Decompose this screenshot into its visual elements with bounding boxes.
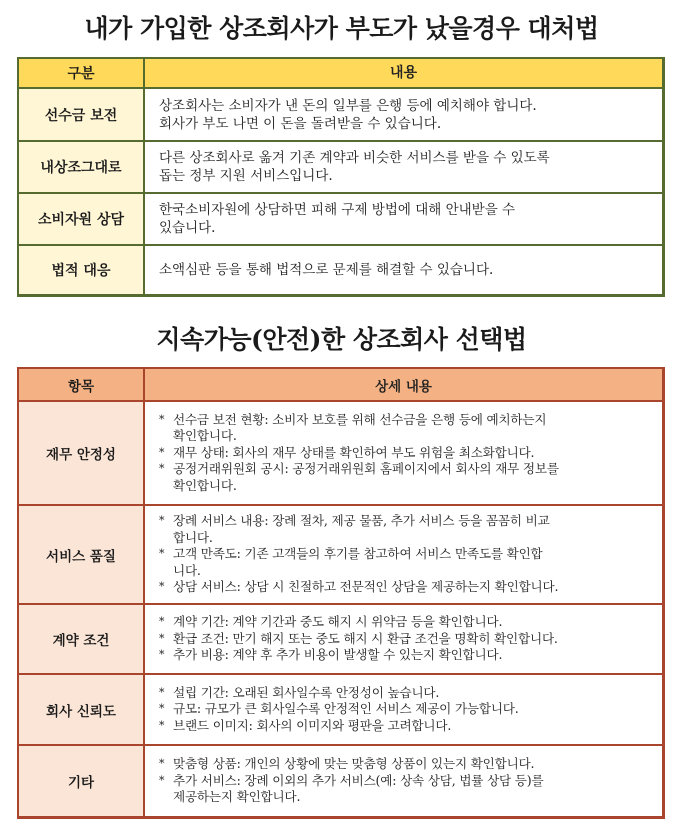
table-row (19, 402, 662, 504)
bullet-icon: * (159, 547, 165, 561)
bullet-icon: * (159, 462, 165, 476)
row-label: 소비자원 상담 (19, 194, 143, 244)
item-line: 환급 조건: 만기 해지 또는 중도 해지 시 환급 조건을 명확히 확인합니다. (173, 630, 558, 646)
bullet-icon: * (159, 702, 165, 716)
section-title: 지속가능(안전)한 상조회사 선택법 (156, 325, 527, 354)
list-item (157, 546, 654, 579)
item-line: 고객 만족도: 기존 고객들의 후기를 참고하여 서비스 만족도를 확인합 (173, 546, 543, 562)
item-line: 장례 서비스 내용: 장례 절차, 제공 물품, 추가 서비스 등을 꼼꼼히 비교 (173, 513, 550, 529)
item-line: 니다. (173, 562, 201, 578)
list-item (157, 718, 654, 735)
list-item (157, 756, 654, 773)
content-line: 소액심판 등을 통해 법적으로 문제를 해결할 수 있습니다. (159, 262, 494, 278)
list-item (157, 647, 654, 664)
row-content (145, 605, 662, 673)
bullet-icon: * (159, 615, 165, 629)
table-row (19, 675, 662, 744)
item-line: 확인합니다. (173, 477, 237, 493)
list-item (157, 631, 654, 648)
content-line: 돕는 정부 지원 서비스입니다. (159, 168, 333, 184)
row-label: 계약 조건 (19, 605, 143, 673)
bullet-icon: * (159, 631, 165, 645)
row-content (145, 142, 662, 192)
content-line: 다른 상조회사로 옮겨 기존 계약과 비슷한 서비스를 받을 수 있도록 (159, 150, 550, 166)
table-row (19, 506, 662, 603)
item-line: 규모: 규모가 큰 회사일수록 안정적인 서비스 제공이 가능합니다. (173, 701, 519, 717)
bullet-icon: * (159, 757, 165, 771)
bullet-icon: * (159, 718, 165, 732)
list-item (157, 461, 654, 494)
table-row (19, 194, 662, 244)
bullet-icon: * (159, 648, 165, 662)
table-header-row (19, 369, 662, 400)
page-title: 내가 가입한 상조회사가 부도가 났을경우 대처법 (84, 14, 599, 43)
table-row (19, 746, 662, 816)
content-line: 회사가 부도 나면 이 돈을 돌려받을 수 있습니다. (159, 115, 442, 132)
bullet-icon: * (159, 685, 165, 699)
item-line: 계약 기간: 계약 기간과 중도 해지 시 위약금 등을 확인합니다. (173, 614, 503, 630)
row-content (145, 506, 662, 603)
list-item (157, 614, 654, 631)
company-selection-table (17, 367, 665, 819)
row-label: 재무 안정성 (19, 402, 143, 504)
row-label: 내상조그대로 (19, 142, 143, 192)
list-item (157, 701, 654, 718)
item-line: 공정거래위원회 공시: 공정거래위원회 홈페이지에서 회사의 재무 정보를 (173, 461, 559, 477)
row-content (145, 246, 662, 294)
bullet-icon: * (159, 445, 165, 459)
item-line: 상담 서비스: 상담 시 친절하고 전문적인 상담을 제공하는지 확인합니다. (173, 579, 559, 595)
row-content (145, 89, 662, 140)
item-line: 확인합니다. (173, 428, 237, 444)
item-line: 추가 비용: 계약 후 추가 비용이 발생할 수 있는지 확인합니다. (173, 647, 503, 663)
content-line: 한국소비자원에 상담하면 피해 구제 방법에 대해 안내받을 수 (159, 202, 516, 218)
row-label: 법적 대응 (19, 246, 143, 294)
header-item: 항목 (19, 369, 143, 400)
item-line: 설립 기간: 오래된 회사일수록 안정성이 높습니다. (173, 684, 440, 700)
item-line: 추가 서비스: 장례 이외의 추가 서비스(예: 상속 상담, 법률 상담 등)를 (173, 772, 544, 788)
row-label: 기타 (19, 746, 143, 816)
table-row (19, 142, 662, 192)
row-label: 회사 신뢰도 (19, 675, 143, 744)
row-content (145, 746, 662, 816)
list-item (157, 685, 654, 702)
header-content: 내용 (145, 59, 662, 87)
list-item (157, 513, 654, 546)
list-item (157, 579, 654, 596)
row-label: 선수금 보전 (19, 89, 143, 140)
list-item (157, 412, 654, 445)
item-line: 브랜드 이미지: 회사의 이미지와 평판을 고려합니다. (173, 717, 452, 733)
table-row (19, 246, 662, 294)
list-item (157, 773, 654, 806)
item-line: 제공하는지 확인합니다. (173, 789, 301, 805)
table-row (19, 89, 662, 140)
row-label: 서비스 품질 (19, 506, 143, 603)
bullet-icon: * (159, 580, 165, 594)
header-detail: 상세 내용 (145, 369, 662, 400)
bankruptcy-response-table (17, 57, 665, 297)
item-line: 맞춤형 상품: 개인의 상황에 맞는 맞춤형 상품이 있는지 확인합니다. (173, 756, 535, 772)
table-header-row (19, 59, 662, 87)
row-content (145, 675, 662, 744)
row-content (145, 402, 662, 504)
row-content (145, 194, 662, 244)
bullet-icon: * (159, 514, 165, 528)
bullet-icon: * (159, 773, 165, 787)
header-category: 구분 (19, 59, 143, 87)
content-line: 상조회사는 소비자가 낸 돈의 일부를 은행 등에 예치해야 합니다. (159, 97, 537, 114)
item-line: 합니다. (173, 529, 213, 545)
item-line: 재무 상태: 회사의 재무 상태를 확인하여 부도 위험을 최소화합니다. (173, 444, 535, 460)
table-row (19, 605, 662, 673)
content-line: 있습니다. (159, 220, 216, 236)
item-line: 선수금 보전 현황: 소비자 보호를 위해 선수금을 은행 등에 예치하는지 (173, 411, 547, 427)
bullet-icon: * (159, 412, 165, 426)
list-item (157, 445, 654, 462)
